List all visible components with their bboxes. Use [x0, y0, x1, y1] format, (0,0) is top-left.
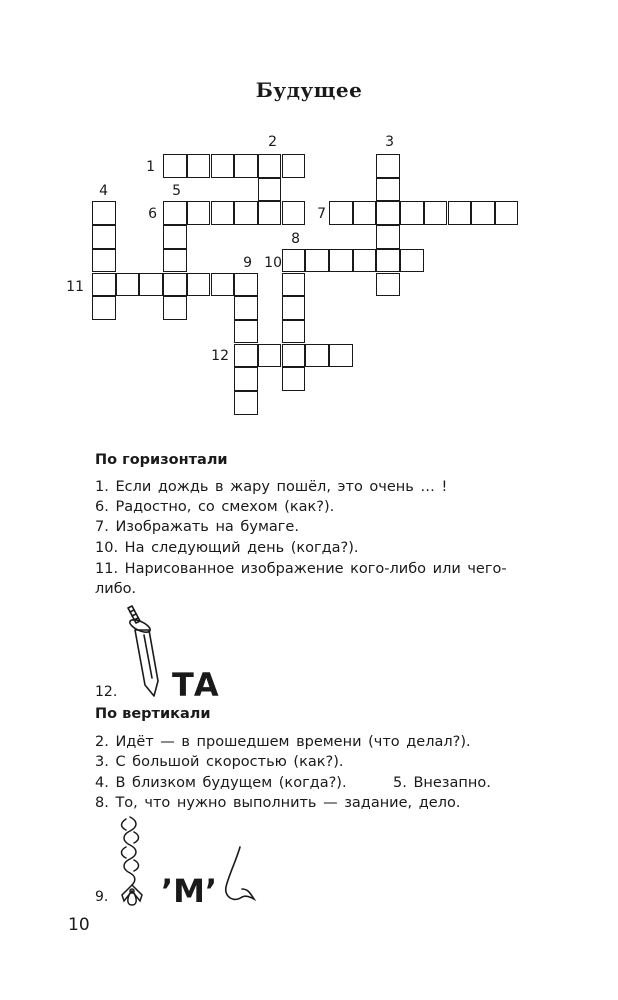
crossword-grid	[0, 0, 618, 430]
crossword-cell[interactable]	[376, 273, 400, 297]
crossword-cell[interactable]	[187, 273, 211, 297]
clue-number-8: 8	[291, 231, 300, 247]
crossword-cell[interactable]	[163, 201, 187, 225]
crossword-cell[interactable]	[282, 367, 306, 391]
crossword-cell[interactable]	[163, 225, 187, 249]
crossword-cell[interactable]	[234, 273, 258, 297]
clue-number-2: 2	[268, 134, 277, 150]
across-clue-6: 6. Радостно, со смехом (как?).	[95, 499, 335, 515]
down-clue-5: 5. Внезапно.	[393, 775, 491, 791]
crossword-cell[interactable]	[234, 344, 258, 368]
crossword-cell[interactable]	[329, 201, 353, 225]
crossword-cell[interactable]	[305, 249, 329, 273]
clue-number-9: 9	[243, 255, 252, 271]
crossword-cell[interactable]	[448, 201, 472, 225]
clue-number-4: 4	[99, 183, 108, 199]
down-heading: По вертикали	[95, 706, 211, 722]
crossword-cell[interactable]	[187, 154, 211, 178]
crossword-cell[interactable]	[495, 201, 519, 225]
crossword-cell[interactable]	[424, 201, 448, 225]
crossword-cell[interactable]	[282, 154, 306, 178]
dagger-icon	[118, 603, 168, 698]
crossword-cell[interactable]	[234, 154, 258, 178]
clue-number-11: 11	[66, 279, 84, 295]
across-clue-10: 10. На следующий день (когда?).	[95, 540, 359, 556]
page-title: Будущее	[255, 78, 363, 102]
crossword-cell[interactable]	[353, 249, 377, 273]
crossword-cell[interactable]	[282, 320, 306, 344]
crossword-cell[interactable]	[139, 273, 163, 297]
crossword-cell[interactable]	[400, 249, 424, 273]
crossword-cell[interactable]	[282, 344, 306, 368]
crossword-cell[interactable]	[376, 154, 400, 178]
crossword-cell[interactable]	[376, 201, 400, 225]
clue-number-5: 5	[172, 183, 181, 199]
picture-clue-12-letters: ТА	[172, 666, 219, 704]
picture-clue-number-12: 12.	[95, 684, 118, 700]
crossword-cell[interactable]	[92, 225, 116, 249]
down-clue-3: 3. С большой скоростью (как?).	[95, 754, 344, 770]
clue-number-7: 7	[317, 206, 326, 222]
crossword-cell[interactable]	[211, 154, 235, 178]
crossword-cell[interactable]	[400, 201, 424, 225]
braid-icon	[112, 815, 154, 907]
crossword-cell[interactable]	[163, 296, 187, 320]
crossword-cell[interactable]	[116, 273, 140, 297]
crossword-cell[interactable]	[92, 249, 116, 273]
across-clue-1: 1. Если дождь в жару пошёл, это очень … !	[95, 479, 448, 495]
crossword-cell[interactable]	[211, 273, 235, 297]
crossword-cell[interactable]	[163, 273, 187, 297]
clue-number-1: 1	[146, 159, 155, 175]
crossword-cell[interactable]	[258, 178, 282, 202]
crossword-cell[interactable]	[92, 201, 116, 225]
clue-number-6: 6	[148, 206, 157, 222]
crossword-cell[interactable]	[234, 367, 258, 391]
picture-clue-9-letters: ’М’	[161, 872, 218, 910]
crossword-cell[interactable]	[234, 296, 258, 320]
crossword-cell[interactable]	[305, 344, 329, 368]
across-clue-7: 7. Изображать на бумаге.	[95, 519, 299, 535]
crossword-cell[interactable]	[92, 296, 116, 320]
crossword-cell[interactable]	[163, 249, 187, 273]
crossword-cell[interactable]	[376, 249, 400, 273]
crossword-cell[interactable]	[92, 273, 116, 297]
crossword-cell[interactable]	[163, 154, 187, 178]
crossword-cell[interactable]	[329, 249, 353, 273]
crossword-cell[interactable]	[211, 201, 235, 225]
clue-number-10: 10	[264, 255, 282, 271]
crossword-cell[interactable]	[234, 391, 258, 415]
crossword-cell[interactable]	[258, 344, 282, 368]
page-number: 10	[68, 915, 90, 935]
crossword-cell[interactable]	[234, 320, 258, 344]
across-heading: По горизонтали	[95, 452, 228, 468]
crossword-cell[interactable]	[471, 201, 495, 225]
crossword-cell[interactable]	[258, 201, 282, 225]
crossword-cell[interactable]	[353, 201, 377, 225]
crossword-cell[interactable]	[376, 225, 400, 249]
crossword-cell[interactable]	[329, 344, 353, 368]
down-clue-8: 8. То, что нужно выполнить — задание, дело.	[95, 795, 461, 811]
across-clue-11: 11. Нарисованное изображение кого-либо или чего-либо.	[95, 561, 507, 597]
nose-icon	[220, 845, 260, 905]
clue-number-12: 12	[211, 348, 229, 364]
clue-number-3: 3	[385, 134, 394, 150]
crossword-cell[interactable]	[282, 296, 306, 320]
crossword-cell[interactable]	[282, 249, 306, 273]
picture-clue-number-9: 9.	[95, 889, 109, 905]
down-clue-4: 4. В близком будущем (когда?).	[95, 775, 347, 791]
crossword-cell[interactable]	[234, 201, 258, 225]
down-clue-2: 2. Идёт — в прошедшем времени (что делал?).	[95, 734, 471, 750]
crossword-cell[interactable]	[282, 201, 306, 225]
crossword-cell[interactable]	[376, 178, 400, 202]
crossword-cell[interactable]	[282, 273, 306, 297]
crossword-cell[interactable]	[187, 201, 211, 225]
crossword-cell[interactable]	[258, 154, 282, 178]
